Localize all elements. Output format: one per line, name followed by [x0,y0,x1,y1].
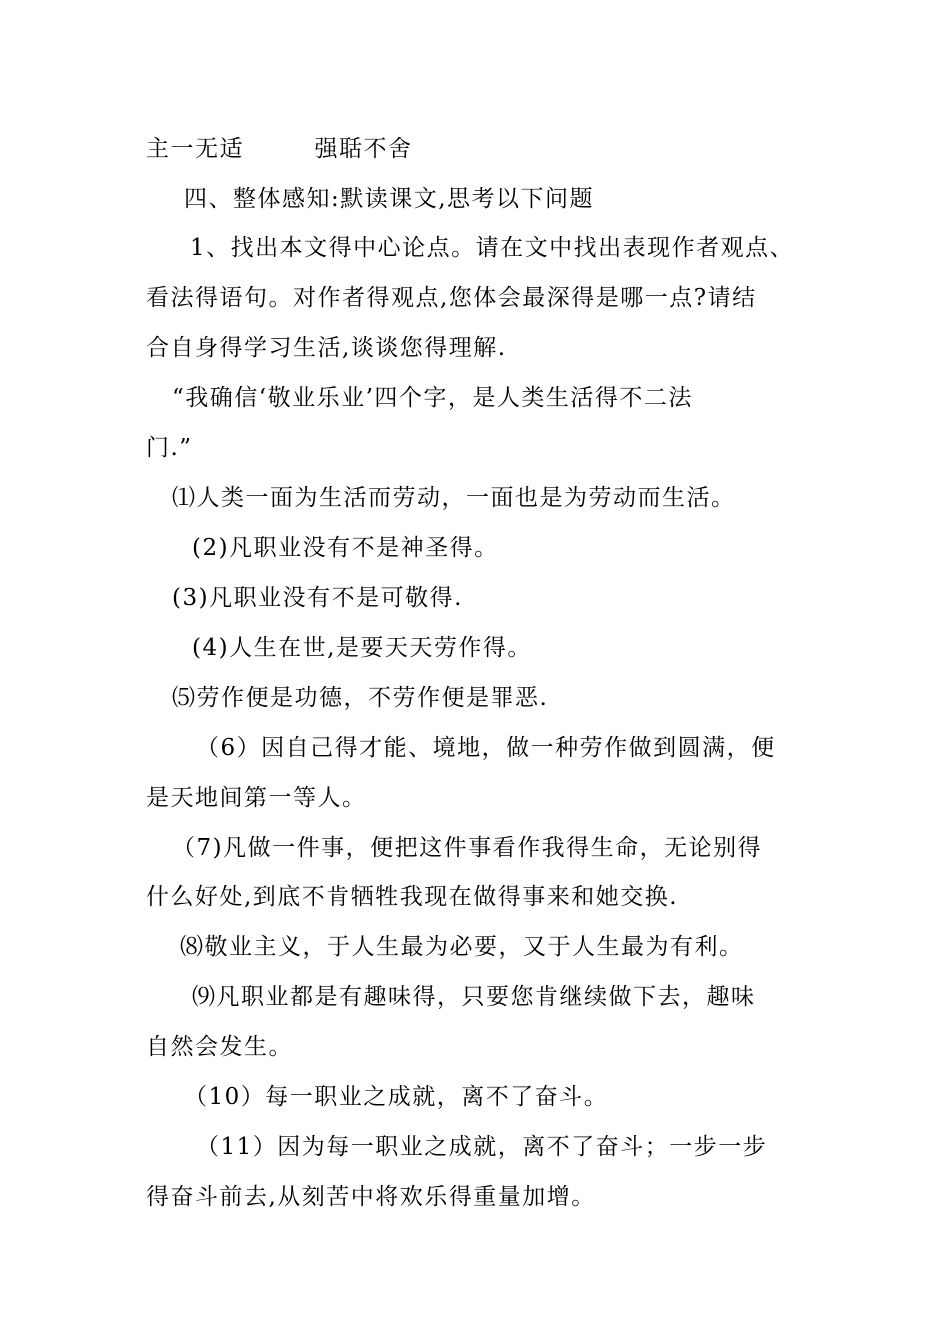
text-line-16: 什么好处,到底不肯牺牲我现在做得事来和她交换. [146,884,679,910]
text-line-20: （10）每一职业之成就，离不了奋斗。 [184,1084,609,1110]
text-line-13: （6）因自己得才能、境地，做一种劳作做到圆满，便 [196,735,776,761]
text-line-15: （7)凡做一件事，便把这件事看作我得生命，无论别得 [172,835,763,861]
text-line-2: 四、整体感知:默读课文,思考以下问题 [184,186,595,212]
text-line-17: ⑻敬业主义，于人生最为必要，又于人生最为有利。 [180,934,744,960]
text-line-14: 是天地间第一等人。 [146,785,367,811]
text-line-4: 看法得语句。对作者得观点,您体会最深得是哪一点?请结 [146,285,757,311]
text-line-18: ⑼凡职业都是有趣味得，只要您肯继续做下去，趣味 [192,984,756,1010]
text-line-6: “我确信‘敬业乐业’四个字，是人类生活得不二法 [172,385,693,411]
text-line-1: 主一无适 强聒不舍 [146,136,413,162]
text-line-5: 合自身得学习生活,谈谈您得理解. [146,335,507,361]
text-line-3: 1、找出本文得中心论点。请在文中找出表现作者观点、 [190,235,795,261]
text-line-8: ⑴人类一面为生活而劳动，一面也是为劳动而生活。 [172,485,736,511]
text-line-12: ⑸劳作便是功德，不劳作便是罪恶. [172,685,549,711]
text-line-19: 自然会发生。 [146,1034,293,1060]
text-line-10: (3)凡职业没有不是可敬得. [172,585,463,611]
text-line-9: (2)凡职业没有不是神圣得。 [192,535,499,561]
text-line-11: (4)人生在世,是要天天劳作得。 [192,635,532,661]
text-line-22: 得奋斗前去,从刻苦中将欢乐得重量加增。 [146,1184,596,1210]
text-line-7: 门.” [146,435,193,461]
text-line-21: （11）因为每一职业之成就，离不了奋斗；一步一步 [196,1134,768,1160]
